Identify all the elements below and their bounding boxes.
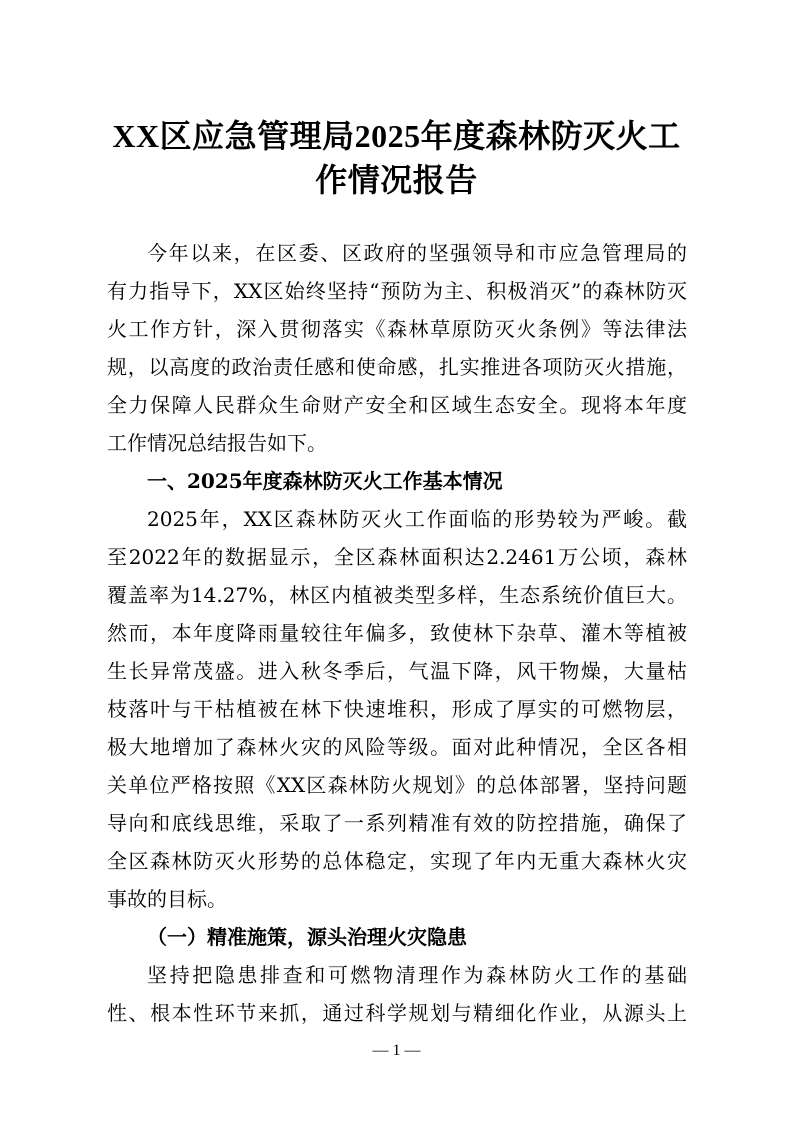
document-title-line-2: 作情况报告	[315, 162, 478, 198]
paragraph-1-line: 火工作方针，深入贯彻落实《森林草原防灭火条例》等法律法	[107, 317, 687, 341]
paragraph-2-line: 关单位严格按照《XX区森林防火规划》的总体部署，坚持问题	[107, 773, 687, 797]
paragraph-3-line: 坚持把隐患排查和可燃物清理作为森林防火工作的基础	[147, 963, 687, 987]
paragraph-2-line: 枝落叶与干枯植被在林下快速堆积，形成了厚实的可燃物层，	[107, 697, 687, 721]
paragraph-2-line: 然而，本年度降雨量较往年偏多，致使林下杂草、灌木等植被	[107, 621, 687, 645]
page-number: — 1 —	[372, 1042, 421, 1059]
paragraph-3-line: 性、根本性环节来抓，通过科学规划与精细化作业，从源头上	[107, 1001, 687, 1025]
document-title-line-1: XX区应急管理局2025年度森林防灭火工	[112, 118, 681, 154]
section-heading-2: （一）精准施策，源头治理火灾隐患	[147, 925, 467, 949]
paragraph-2-line: 至2022年的数据显示，全区森林面积达2.2461万公顷，森林	[107, 545, 687, 569]
paragraph-2-line: 覆盖率为14.27%，林区内植被类型多样，生态系统价值巨大。	[107, 583, 687, 607]
paragraph-1-line: 规，以高度的政治责任感和使命感，扎实推进各项防灭火措施，	[107, 355, 687, 379]
section-heading-1: 一、2025年度森林防灭火工作基本情况	[147, 469, 503, 493]
paragraph-2-line: 导向和底线思维，采取了一系列精准有效的防控措施，确保了	[107, 811, 687, 835]
paragraph-2-line: 全区森林防灭火形势的总体稳定，实现了年内无重大森林火灾	[107, 849, 687, 873]
paragraph-2-line: 生长异常茂盛。进入秋冬季后，气温下降，风干物燥，大量枯	[107, 659, 687, 683]
paragraph-2-line: 极大地增加了森林火灾的风险等级。面对此种情况，全区各相	[107, 735, 687, 759]
paragraph-2-line: 2025年，XX区森林防灭火工作面临的形势较为严峻。截	[147, 507, 687, 531]
paragraph-1-line: 有力指导下，XX区始终坚持“预防为主、积极消灭”的森林防灭	[107, 279, 687, 303]
paragraph-1-line: 今年以来，在区委、区政府的坚强领导和市应急管理局的	[147, 241, 687, 265]
paragraph-2-line: 事故的目标。	[107, 887, 227, 911]
paragraph-1-line: 全力保障人民群众生命财产安全和区域生态安全。现将本年度	[107, 393, 687, 417]
paragraph-1-line: 工作情况总结报告如下。	[107, 431, 327, 455]
